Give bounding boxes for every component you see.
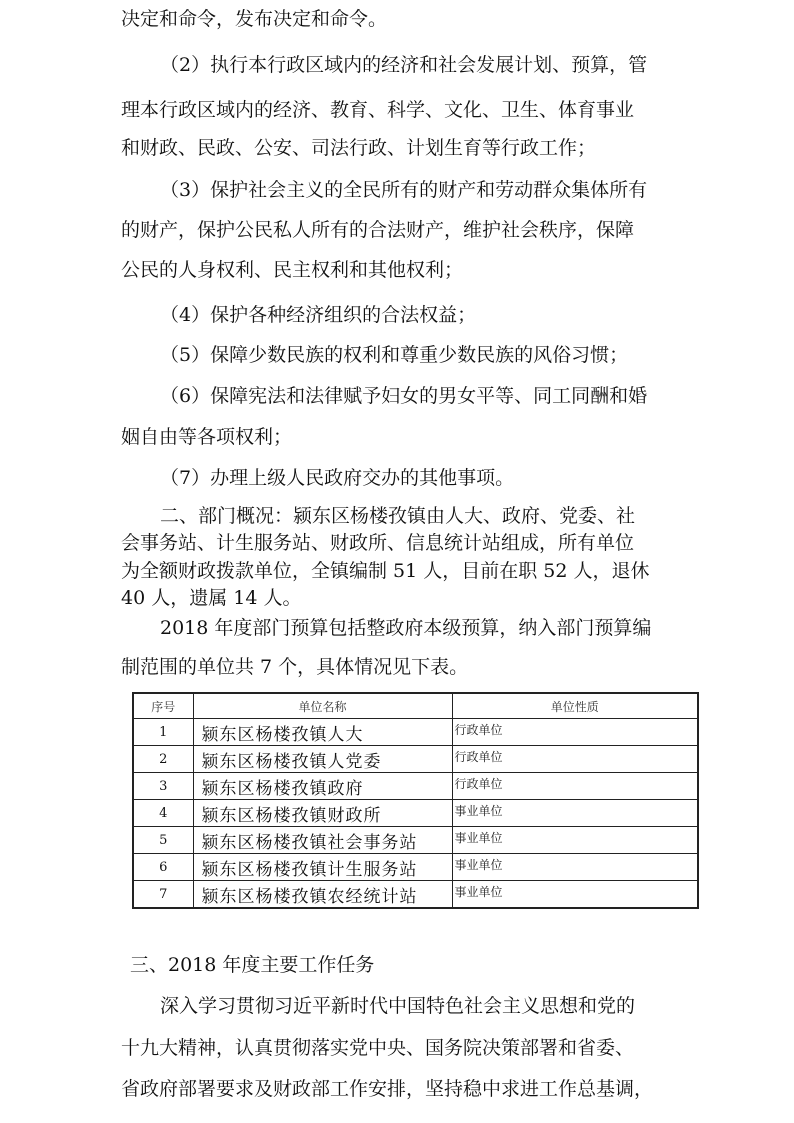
section-heading: 三、2018 年度主要工作任务 (130, 954, 375, 976)
header-unit-type: 单位性质 (452, 693, 698, 719)
row-unit-type: 行政单位 (452, 746, 698, 773)
row-unit-type: 事业单位 (452, 800, 698, 827)
text-line: 理本行政区域内的经济、教育、科学、文化、卫生、体育事业 (121, 99, 635, 121)
text-line: 为全额财政拨款单位，全镇编制 51 人，目前在职 52 人，退休 (121, 560, 650, 582)
table-header-row (133, 693, 698, 719)
text-line: 会事务站、计生服务站、财政所、信息统计站组成，所有单位 (121, 532, 635, 554)
header-no: 序号 (133, 693, 193, 719)
text-line: 2018 年度部门预算包括整政府本级预算，纳入部门预算编 (160, 617, 652, 639)
text-line: 公民的人身权利、民主权利和其他权利； (121, 259, 464, 281)
row-no: 6 (133, 854, 193, 881)
table-row (133, 800, 698, 827)
text-line: 十九大精神，认真贯彻落实党中央、国务院决策部署和省委、 (121, 1037, 635, 1059)
text-line: 姻自由等各项权利； (121, 426, 293, 448)
row-unit-name: 颍东区杨楼孜镇农经统计站 (193, 881, 452, 909)
text-line: 的财产，保护公民私人所有的合法财产，维护社会秩序，保障 (121, 219, 635, 241)
row-unit-type: 行政单位 (452, 773, 698, 800)
table-row (133, 746, 698, 773)
row-no: 7 (133, 881, 193, 909)
text-line: （3）保护社会主义的全民所有的财产和劳动群众集体所有 (160, 179, 648, 201)
row-no: 1 (133, 719, 193, 746)
text-line: 制范围的单位共 7 个，具体情况见下表。 (121, 656, 469, 678)
row-unit-name: 颍东区杨楼孜镇人大 (193, 719, 452, 746)
row-unit-type: 事业单位 (452, 827, 698, 854)
row-unit-name: 颍东区杨楼孜镇社会事务站 (193, 827, 452, 854)
text-line: 决定和命令，发布决定和命令。 (121, 8, 388, 30)
row-no: 5 (133, 827, 193, 854)
text-line: （2）执行本行政区域内的经济和社会发展计划、预算，管 (160, 54, 648, 76)
text-line: 40 人，遗属 14 人。 (121, 587, 302, 609)
text-line: 和财政、民政、公安、司法行政、计划生育等行政工作； (121, 137, 597, 159)
units-table (132, 692, 699, 909)
row-no: 2 (133, 746, 193, 773)
text-line: 省政府部署要求及财政部工作安排，坚持稳中求进工作总基调， (121, 1078, 654, 1100)
text-line: （6）保障宪法和法律赋予妇女的男女平等、同工同酬和婚 (160, 385, 648, 407)
text-line: （7）办理上级人民政府交办的其他事项。 (160, 467, 515, 489)
table-row (133, 854, 698, 881)
text-line: （4）保护各种经济组织的合法权益； (160, 304, 477, 326)
row-unit-type: 事业单位 (452, 881, 698, 909)
text-line: （5）保障少数民族的权利和尊重少数民族的风俗习惯； (160, 344, 629, 366)
text-line: 深入学习贯彻习近平新时代中国特色社会主义思想和党的 (160, 995, 636, 1017)
row-unit-name: 颍东区杨楼孜镇人党委 (193, 746, 452, 773)
table-row (133, 881, 698, 909)
row-unit-name: 颍东区杨楼孜镇财政所 (193, 800, 452, 827)
row-no: 3 (133, 773, 193, 800)
table-row (133, 773, 698, 800)
row-unit-name: 颍东区杨楼孜镇政府 (193, 773, 452, 800)
row-unit-name: 颍东区杨楼孜镇计生服务站 (193, 854, 452, 881)
table-row (133, 719, 698, 746)
header-unit-name: 单位名称 (193, 693, 452, 719)
table-row (133, 827, 698, 854)
row-no: 4 (133, 800, 193, 827)
text-line: 二、部门概况：颍东区杨楼孜镇由人大、政府、党委、社 (160, 505, 636, 527)
row-unit-type: 事业单位 (452, 854, 698, 881)
row-unit-type: 行政单位 (452, 719, 698, 746)
